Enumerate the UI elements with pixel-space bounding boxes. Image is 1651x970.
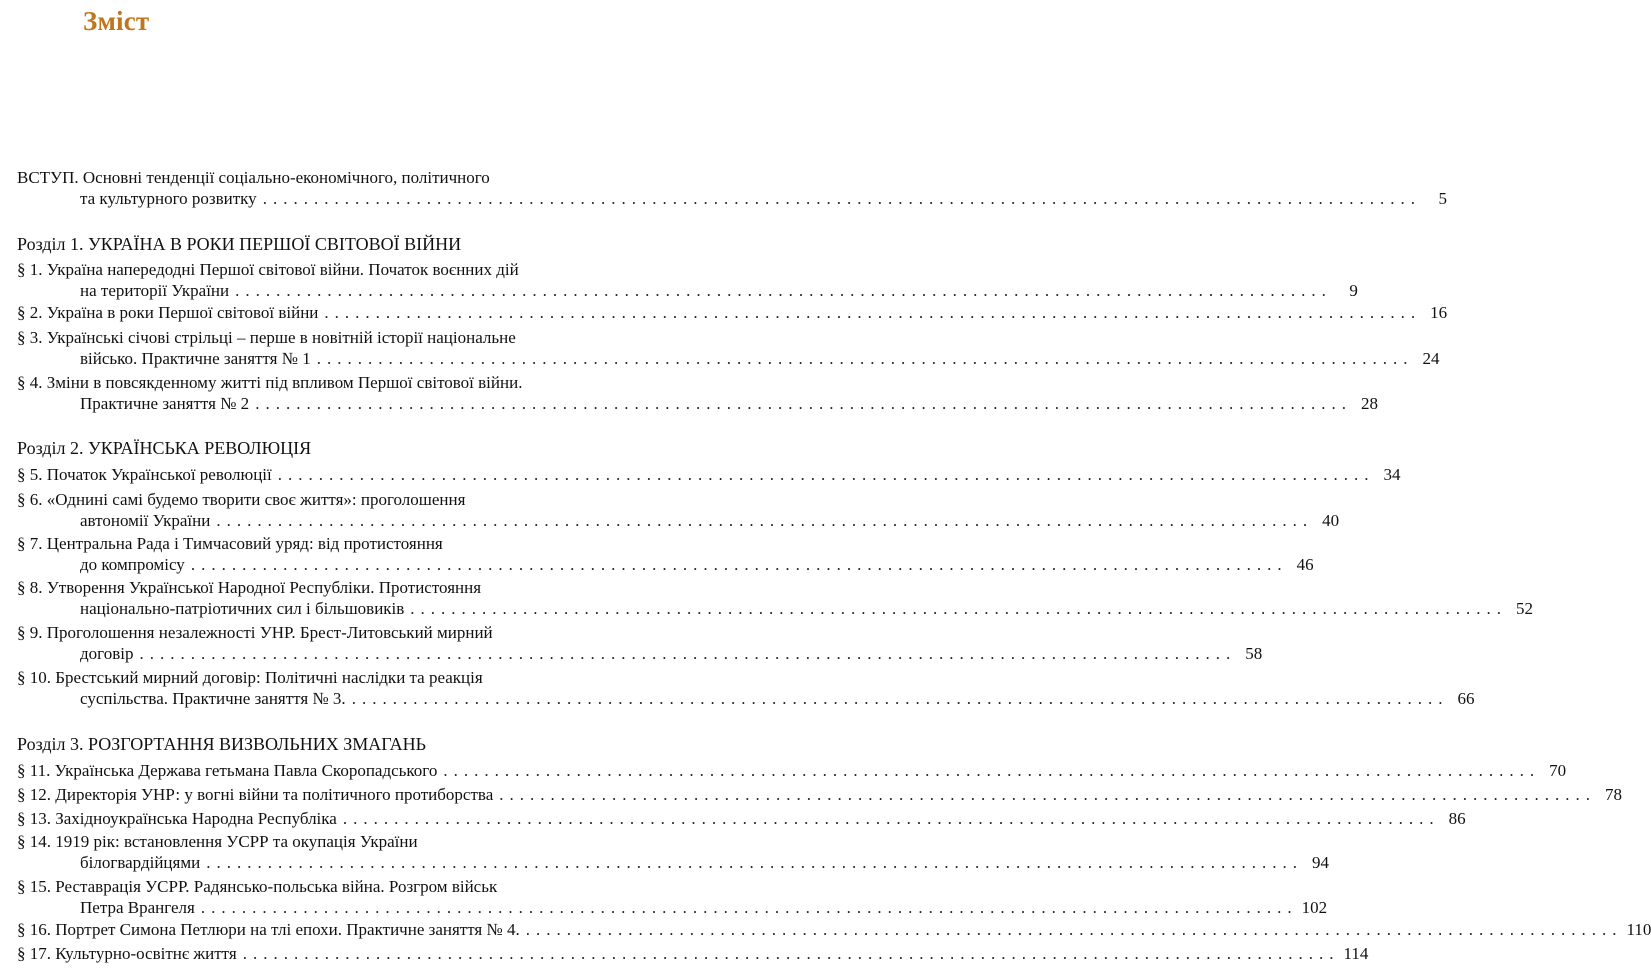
toc-entry-text: Практичне заняття № 2 <box>80 394 250 413</box>
toc-entry[interactable] <box>17 533 1314 575</box>
toc-entry-text: білогвардійцями <box>80 853 201 872</box>
section-heading: Розділ 3. РОЗГОРТАННЯ ВИЗВОЛЬНИХ ЗМАГАНЬ <box>17 734 426 754</box>
toc-entry-text: договір <box>80 644 134 663</box>
toc-entry-text: до компромісу <box>80 555 185 574</box>
page-number: 78 <box>1605 785 1622 804</box>
toc-entry[interactable] <box>17 808 1466 829</box>
toc-entry-text: § 2. Україна в роки Першої світової війни <box>17 303 319 322</box>
section-heading: Розділ 1. УКРАЇНА В РОКИ ПЕРШОЇ СВІТОВОЇ ВІЙНИ <box>17 234 462 254</box>
toc-entry-text: § 7. Центральна Рада і Тимчасовий уряд: від протистояння <box>17 534 443 553</box>
leader-dots: ........................................................................................................... <box>443 761 1541 780</box>
page-number: 94 <box>1311 853 1329 872</box>
toc-entry-text: ВСТУП. Основні тенденції соціально-економічного, політичного <box>17 168 490 187</box>
toc-entry[interactable] <box>17 760 1567 781</box>
toc-entry-text: § 10. Брестський мирний договір: Політичні наслідки та реакція <box>17 668 483 687</box>
page-number: 28 <box>1360 394 1378 413</box>
toc-entry-text: § 11. Українська Держава гетьмана Павла Скоропадського <box>17 761 438 780</box>
toc-entry-text: § 8. Утворення Української Народної Республіки. Протистояння <box>17 578 482 597</box>
toc-entry-text: військо. Практичне заняття № 1 <box>80 349 311 368</box>
leader-dots: ........................................................................................................... <box>190 555 1288 574</box>
toc-entry-text: автономії України <box>80 511 211 530</box>
leader-dots: ........................................................................................................... <box>277 465 1375 484</box>
page-number: 102 <box>1301 898 1328 917</box>
toc-entry-text: § 5. Початок Української революції <box>17 465 272 484</box>
leader-dots: ........................................................................................................... <box>525 920 1623 939</box>
toc-entry-text: § 1. Україна напередодні Першої світової війни. Початок воєнних дій <box>17 260 519 279</box>
page-number: 34 <box>1383 465 1401 484</box>
toc-entry[interactable] <box>17 622 1263 664</box>
page-number: 52 <box>1516 599 1534 618</box>
page-number: 5 <box>1438 189 1447 208</box>
toc-entry[interactable] <box>17 943 1369 964</box>
leader-dots: ........................................................................................................... <box>342 809 1440 828</box>
page-number: 58 <box>1245 644 1263 663</box>
toc-entry-text: § 15. Реставрація УСРР. Радянсько-польська війна. Розгром військ <box>17 877 498 896</box>
leader-dots: ........................................................................................................... <box>351 689 1449 708</box>
page-number: 9 <box>1349 281 1358 300</box>
section-heading: Розділ 2. УКРАЇНСЬКА РЕВОЛЮЦІЯ <box>17 438 312 458</box>
page-number: 16 <box>1430 303 1448 322</box>
leader-dots: ........................................................................................................... <box>242 944 1340 963</box>
toc-entry[interactable] <box>17 667 1475 709</box>
toc-entry[interactable] <box>17 876 1328 918</box>
leader-dots: ................................................................................................................. <box>262 189 1421 208</box>
toc-entry-text: § 17. Культурно-освітнє життя <box>17 944 237 963</box>
leader-dots: ........................................................................................................... <box>255 394 1352 413</box>
toc-entry-text: § 16. Портрет Симона Петлюри на тлі епохи. Практичне заняття № 4. <box>17 920 520 939</box>
leader-dots: ........................................................................................................... <box>324 303 1422 322</box>
toc-entry-text: Петра Врангеля <box>80 898 195 917</box>
leader-dots: ........................................................................................................... <box>499 785 1596 804</box>
toc-entry[interactable] <box>17 327 1440 369</box>
toc-entry-text: § 12. Директорія УНР: у вогні війни та політичного протиборства <box>17 785 494 804</box>
toc-entry[interactable] <box>17 259 1358 301</box>
toc-entry-text: § 6. «Однині самі будемо творити своє життя»: проголошення <box>17 490 466 509</box>
toc-entry[interactable] <box>17 464 1401 485</box>
page-number: 24 <box>1422 349 1440 368</box>
toc-entry-text: та культурного розвитку <box>80 189 257 208</box>
toc-entry[interactable] <box>17 302 1448 323</box>
toc-entry[interactable] <box>17 784 1622 805</box>
page-number: 70 <box>1549 761 1567 780</box>
toc-entry-text: § 4. Зміни в повсякденному житті під впливом Першої світової війни. <box>17 373 523 392</box>
page-number: 46 <box>1296 555 1314 574</box>
leader-dots: ........................................................................................................... <box>139 644 1237 663</box>
toc-entry-text: на території України <box>80 281 230 300</box>
leader-dots: ........................................................................................................... <box>206 853 1303 872</box>
toc-entry[interactable] <box>17 919 1651 940</box>
toc-entry[interactable] <box>17 831 1329 873</box>
page-number: 114 <box>1343 944 1369 963</box>
toc-entry-intro[interactable] <box>17 167 1447 209</box>
toc-entry-text: суспільства. Практичне заняття № 3. <box>80 689 346 708</box>
page-number: 40 <box>1322 511 1340 530</box>
leader-dots: ........................................................................................................... <box>410 599 1508 618</box>
page-number: 110 <box>1626 920 1651 939</box>
toc-entry[interactable] <box>17 489 1340 531</box>
leader-dots: ........................................................................................................... <box>200 898 1298 917</box>
toc-entry-text: § 9. Проголошення незалежності УНР. Брест-Литовський мирний <box>17 623 493 642</box>
leader-dots: ........................................................................................................... <box>216 511 1314 530</box>
toc-entry[interactable] <box>17 372 1378 414</box>
toc-entry[interactable] <box>17 577 1534 619</box>
toc-entry-text: § 3. Українські січові стрільці – перше в новітній історії національне <box>17 328 516 347</box>
leader-dots: ........................................................................................................... <box>316 349 1414 368</box>
toc-entry-text: національно-патріотичних сил і більшовиків <box>80 599 405 618</box>
page-number: 66 <box>1457 689 1475 708</box>
toc-entry-text: § 13. Західноукраїнська Народна Республіка <box>17 809 337 828</box>
page-title: Зміст <box>83 6 150 36</box>
toc-entry-text: § 14. 1919 рік: встановлення УСРР та окупація України <box>17 832 418 851</box>
leader-dots: ........................................................................................................... <box>235 281 1332 300</box>
page-number: 86 <box>1448 809 1466 828</box>
